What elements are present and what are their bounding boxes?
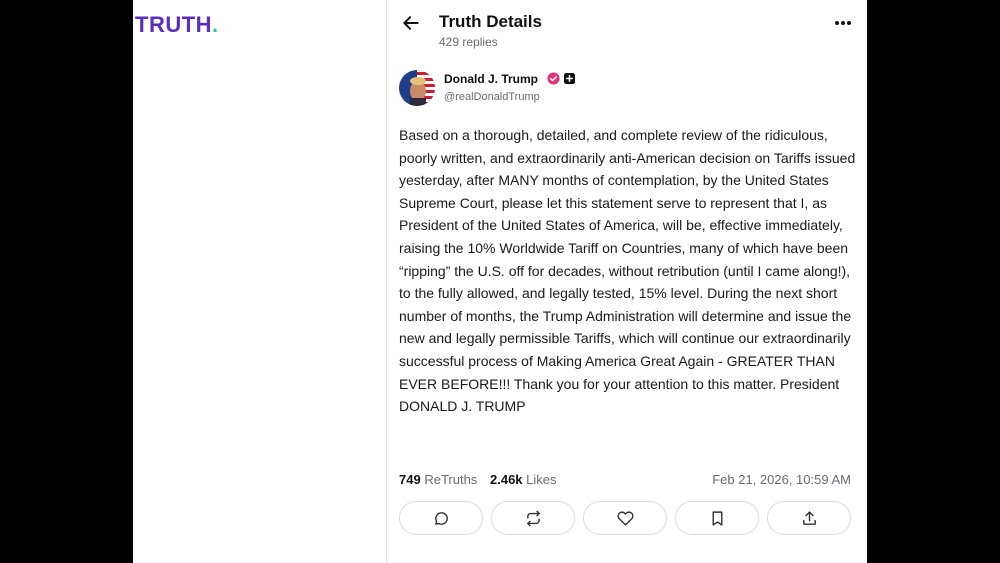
- repost-icon: [525, 510, 542, 527]
- left-sidebar: [133, 0, 387, 563]
- post-actions: [399, 501, 851, 535]
- share-icon: [801, 510, 818, 527]
- page-header: [401, 10, 853, 54]
- plus-badge-icon: [564, 73, 575, 84]
- reply-button[interactable]: [399, 501, 483, 535]
- likes-stat[interactable]: [490, 472, 557, 487]
- page-title: Truth Details: [439, 12, 542, 31]
- retruth-button[interactable]: [491, 501, 575, 535]
- author-handle[interactable]: @realDonaldTrump: [444, 91, 540, 103]
- avatar[interactable]: [399, 70, 435, 106]
- retruths-label: ReTruths: [424, 472, 478, 487]
- comment-icon: [433, 510, 450, 527]
- heart-icon: [617, 510, 634, 527]
- verified-badge-icon: [547, 72, 560, 85]
- likes-label: Likes: [526, 472, 557, 487]
- arrow-left-icon[interactable]: [401, 13, 421, 33]
- share-button[interactable]: [767, 501, 851, 535]
- bookmark-icon: [709, 510, 726, 527]
- author-name[interactable]: Donald J. Trump: [444, 72, 539, 86]
- like-button[interactable]: [583, 501, 667, 535]
- bookmark-button[interactable]: [675, 501, 759, 535]
- app-screen: [133, 0, 867, 563]
- more-horizontal-icon[interactable]: [833, 14, 853, 32]
- post-detail-panel: [387, 0, 867, 563]
- likes-count: 2.46k: [490, 472, 523, 487]
- post-stats: [399, 470, 851, 490]
- post-timestamp: Feb 21, 2026, 10:59 AM: [712, 472, 851, 487]
- truth-logo[interactable]: TRUTH.: [135, 12, 219, 37]
- post-author: [399, 70, 839, 110]
- retruths-stat[interactable]: [399, 472, 477, 487]
- retruths-count: 749: [399, 472, 421, 487]
- replies-count[interactable]: 429 replies: [439, 35, 498, 49]
- post-text: Based on a thorough, detailed, and complete review of the ridiculous, poorly written, and extraordinarily anti-American decision on Tariffs issued yesterday, after MANY months of contemplation, by the United States Supreme Court, please let this statement serve to represent that I, as President of the United States of America, will be, effective immediately, raising the 10% Worldwide Tariff on Countries, many of which have been “ripping” the U.S. off for decades, without retribution (until I came along!), to the fully allowed, and legally tested, 15% level. During the next short number of months, the Trump Administration will determine and issue the new and legally permissible Tariffs, which will continue our extraordinarily successful process of Making America Great Again - GREATER THAN EVER BEFORE!!! Thank you for your attention to this matter. President DONALD J. TRUMP: [399, 127, 856, 415]
